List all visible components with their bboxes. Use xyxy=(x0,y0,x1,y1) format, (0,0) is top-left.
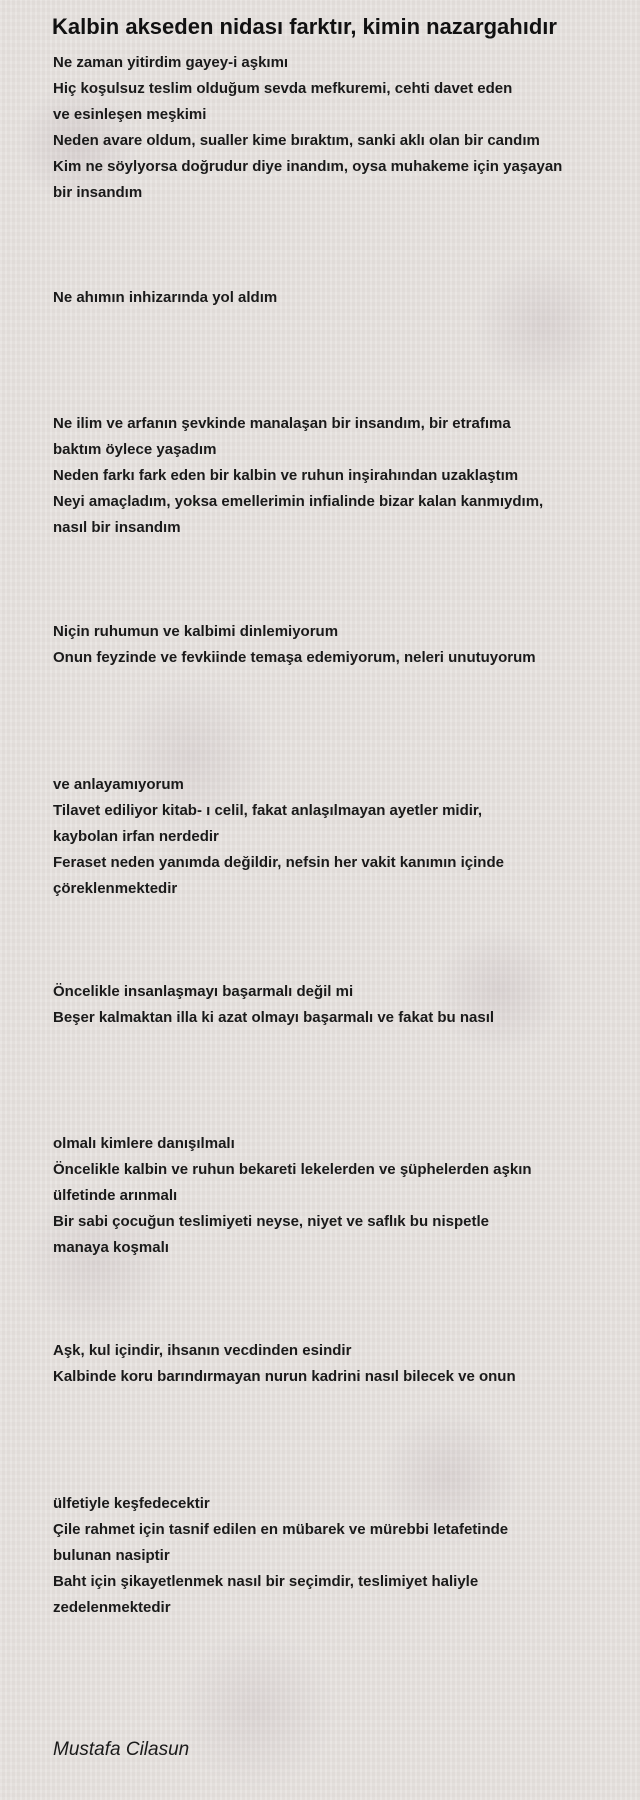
poem-line: Bir sabi çocuğun teslimiyeti neyse, niyet ve saflık bu nispetle xyxy=(53,1213,489,1230)
poem-line: Ne zaman yitirdim gayey-i aşkımı xyxy=(53,54,289,71)
poem-line: ülfetinde arınmalı xyxy=(53,1187,178,1204)
stanza-6 xyxy=(53,979,613,1031)
poem-line: ülfetiyle keşfedecektir xyxy=(53,1495,210,1512)
poem-line: Niçin ruhumun ve kalbimi dinlemiyorum xyxy=(53,623,339,640)
poem-line: Kalbinde koru barındırmayan nurun kadrini nasıl bilecek ve onun xyxy=(53,1368,516,1385)
stanza-9 xyxy=(53,1491,613,1621)
poem-line: nasıl bir insandım xyxy=(53,519,181,536)
poem-line: Öncelikle kalbin ve ruhun bekareti lekelerden ve şüphelerden aşkın xyxy=(53,1161,532,1178)
poem-line: ve esinleşen meşkimi xyxy=(53,106,207,123)
poem-line: Tilavet ediliyor kitab- ı celil, fakat anlaşılmayan ayetler midir, xyxy=(53,802,483,819)
poem-line: Hiç koşulsuz teslim olduğum sevda mefkuremi, cehti davet eden xyxy=(53,80,513,97)
stanza-8 xyxy=(53,1338,613,1390)
poem-title: Kalbin akseden nidası farktır, kimin nazargahıdır xyxy=(52,14,557,39)
stanza-4 xyxy=(53,619,613,671)
stanza-3 xyxy=(53,411,613,541)
poem-line: çöreklenmektedir xyxy=(53,880,178,897)
poem-line: manaya koşmalı xyxy=(53,1239,169,1256)
poem-author: Mustafa Cilasun xyxy=(53,1739,190,1760)
poem-line: Ne ilim ve arfanın şevkinde manalaşan bir insandım, bir etrafıma xyxy=(53,415,511,432)
poem-line: Baht için şikayetlenmek nasıl bir seçimdir, teslimiyet haliyle xyxy=(53,1573,479,1590)
poem-line: ve anlayamıyorum xyxy=(53,776,184,793)
poem-line: Aşk, kul içindir, ihsanın vecdinden esindir xyxy=(53,1342,352,1359)
poem-line: bulunan nasiptir xyxy=(53,1547,170,1564)
poem-line: Çile rahmet için tasnif edilen en mübarek ve mürebbi letafetinde xyxy=(53,1521,509,1538)
stanza-7 xyxy=(53,1131,613,1261)
poem-line: Onun feyzinde ve fevkiinde temaşa edemiyorum, neleri unutuyorum xyxy=(53,649,536,666)
poem-line: Neyi amaçladım, yoksa emellerimin infialinde bizar kalan kanmıydım, xyxy=(53,493,544,510)
stanza-2 xyxy=(53,285,613,311)
poem-line: Neden farkı fark eden bir kalbin ve ruhun inşirahından uzaklaştım xyxy=(53,467,519,484)
stanza-1 xyxy=(53,50,613,206)
poem-line: zedelenmektedir xyxy=(53,1599,171,1616)
stanza-5 xyxy=(53,772,613,902)
poem-line: olmalı kimlere danışılmalı xyxy=(53,1135,235,1152)
poem-line: Kim ne söylyorsa doğrudur diye inandım, oysa muhakeme için yaşayan xyxy=(53,158,563,175)
poem-line: Öncelikle insanlaşmayı başarmalı değil mi xyxy=(53,983,354,1000)
poem-line: Neden avare oldum, sualler kime bıraktım, sanki aklı olan bir candım xyxy=(53,132,540,149)
poem-line: Feraset neden yanımda değildir, nefsin her vakit kanımın içinde xyxy=(53,854,504,871)
poem-line: kaybolan irfan nerdedir xyxy=(53,828,219,845)
poem-line: baktım öylece yaşadım xyxy=(53,441,217,458)
poem-line: Ne ahımın inhizarında yol aldım xyxy=(53,289,278,306)
poem-line: Beşer kalmaktan illa ki azat olmayı başarmalı ve fakat bu nasıl xyxy=(53,1009,495,1026)
poem-line: bir insandım xyxy=(53,184,143,201)
